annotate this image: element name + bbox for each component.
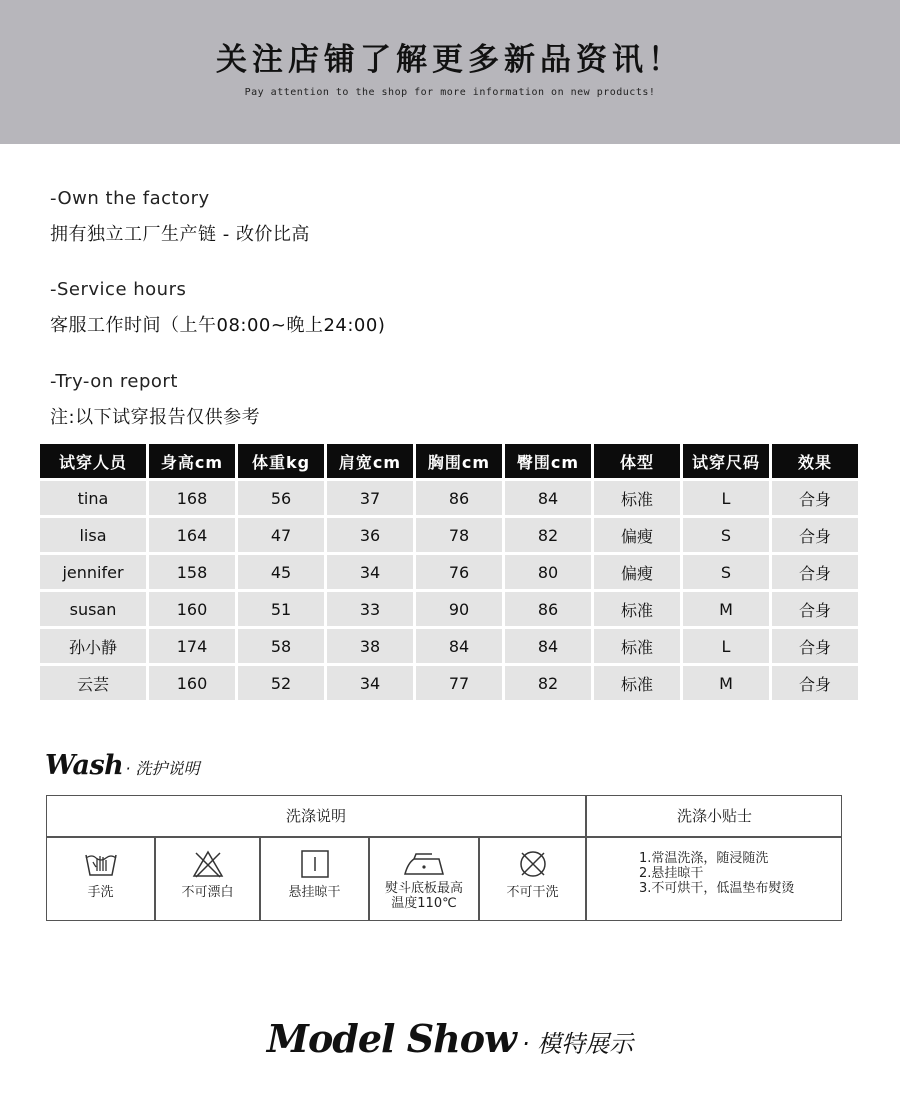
report-heading: -Try-on report: [50, 371, 178, 392]
header-cell: 胸围cm: [416, 444, 502, 478]
wash-title-en: Wash: [45, 750, 124, 781]
table-cell: 标准: [594, 666, 680, 700]
table-row: [40, 555, 858, 589]
table-cell: 36: [327, 518, 413, 552]
table-cell: 78: [416, 518, 502, 552]
table-cell: 90: [416, 592, 502, 626]
model-show-heading: [0, 1016, 900, 1061]
table-cell: L: [683, 629, 769, 663]
tip-item: 2.悬挂晾干: [639, 866, 704, 881]
table-row: [40, 481, 858, 515]
table-row: [40, 518, 858, 552]
table-cell: 47: [238, 518, 324, 552]
instructions-header: 洗涤说明: [285, 807, 346, 825]
table-cell: 84: [505, 629, 591, 663]
table-row: [40, 629, 858, 663]
table-cell: 86: [416, 481, 502, 515]
care-label: 不可漂白: [181, 885, 234, 900]
table-cell: 偏瘦: [594, 518, 680, 552]
header-cell: 体型: [594, 444, 680, 478]
table-cell: 偏瘦: [594, 555, 680, 589]
table-cell: 158: [149, 555, 235, 589]
header-cell: 臀围cm: [505, 444, 591, 478]
divider: [586, 836, 841, 838]
header-cell: 肩宽cm: [327, 444, 413, 478]
table-cell: susan: [40, 592, 146, 626]
table-row: [40, 592, 858, 626]
table-cell: 标准: [594, 592, 680, 626]
iron-icon: [402, 849, 446, 879]
table-cell: 77: [416, 666, 502, 700]
hours-heading: -Service hours: [50, 279, 187, 300]
table-cell: 34: [327, 666, 413, 700]
table-cell: 56: [238, 481, 324, 515]
table-cell: 86: [505, 592, 591, 626]
header-cell: 效果: [772, 444, 858, 478]
table-cell: 38: [327, 629, 413, 663]
table-cell: 174: [149, 629, 235, 663]
table-cell: 合身: [772, 666, 858, 700]
table-cell: tina: [40, 481, 146, 515]
table-cell: 标准: [594, 629, 680, 663]
table-cell: 82: [505, 518, 591, 552]
header-cell: 体重kg: [238, 444, 324, 478]
care-label-2: 温度110℃: [391, 896, 457, 911]
table-cell: 76: [416, 555, 502, 589]
table-cell: jennifer: [40, 555, 146, 589]
header-cell: 试穿人员: [40, 444, 146, 478]
wash-tips: [639, 851, 794, 896]
table-cell: 168: [149, 481, 235, 515]
no-dry-clean-icon: [516, 849, 550, 879]
table-cell: 33: [327, 592, 413, 626]
table-cell: 82: [505, 666, 591, 700]
hours-text: 客服工作时间（上午08:00~晚上24:00): [50, 315, 386, 336]
table-cell: 51: [238, 592, 324, 626]
tips-header: 洗涤小贴士: [676, 807, 752, 825]
table-cell: M: [683, 592, 769, 626]
care-symbol-iron: [370, 837, 478, 921]
table-cell: M: [683, 666, 769, 700]
tip-item: 1.常温洗涤，随浸随洗: [639, 851, 769, 866]
care-label: 不可干洗: [506, 885, 559, 900]
model-show-title-en: Model Show: [266, 1016, 516, 1061]
table-cell: 160: [149, 592, 235, 626]
care-symbol-no-dry-clean: [480, 837, 585, 921]
table-cell: 34: [327, 555, 413, 589]
care-label: 熨斗底板最高: [384, 881, 463, 896]
try-on-table: [37, 441, 861, 703]
table-cell: 160: [149, 666, 235, 700]
header-cell: 试穿尺码: [683, 444, 769, 478]
table-cell: 80: [505, 555, 591, 589]
header-cell: 身高cm: [149, 444, 235, 478]
table-cell: 合身: [772, 518, 858, 552]
table-cell: lisa: [40, 518, 146, 552]
table-cell: 58: [238, 629, 324, 663]
care-label: 手洗: [87, 885, 114, 900]
care-label: 悬挂晾干: [288, 885, 341, 900]
table-cell: 84: [505, 481, 591, 515]
table-cell: 合身: [772, 481, 858, 515]
table-cell: 云芸: [40, 666, 146, 700]
table-row: [40, 666, 858, 700]
top-banner: [0, 0, 900, 144]
table-cell: 45: [238, 555, 324, 589]
care-symbol-hang-dry: [261, 837, 368, 921]
table-cell: 合身: [772, 555, 858, 589]
table-cell: 合身: [772, 629, 858, 663]
factory-heading: -Own the factory: [50, 188, 210, 209]
table-cell: 84: [416, 629, 502, 663]
table-cell: S: [683, 555, 769, 589]
tip-item: 3.不可烘干，低温垫布熨烫: [639, 881, 795, 896]
no-bleach-icon: [191, 849, 225, 879]
table-cell: 合身: [772, 592, 858, 626]
hang-dry-icon: [298, 849, 332, 879]
table-cell: 37: [327, 481, 413, 515]
model-show-title-cn: · 模特展示: [521, 1030, 634, 1058]
care-symbol-hand-wash: [47, 837, 154, 921]
factory-text: 拥有独立工厂生产链 - 改价比高: [50, 224, 310, 245]
wash-title-cn: · 洗护说明: [125, 759, 200, 778]
banner-title: 关注店铺了解更多新品资讯！: [216, 42, 684, 78]
table-cell: 52: [238, 666, 324, 700]
table-cell: 164: [149, 518, 235, 552]
care-symbol-no-bleach: [156, 837, 259, 921]
hand-wash-icon: [84, 849, 118, 879]
table-cell: 标准: [594, 481, 680, 515]
table-cell: L: [683, 481, 769, 515]
table-cell: 孙小静: [40, 629, 146, 663]
wash-heading: [45, 750, 200, 790]
report-text: 注:以下试穿报告仅供参考: [50, 407, 261, 428]
care-instructions-table: [46, 795, 842, 921]
table-cell: S: [683, 518, 769, 552]
banner-subtitle: Pay attention to the shop for more information on new products!: [244, 87, 656, 98]
table-header-row: [40, 444, 858, 478]
